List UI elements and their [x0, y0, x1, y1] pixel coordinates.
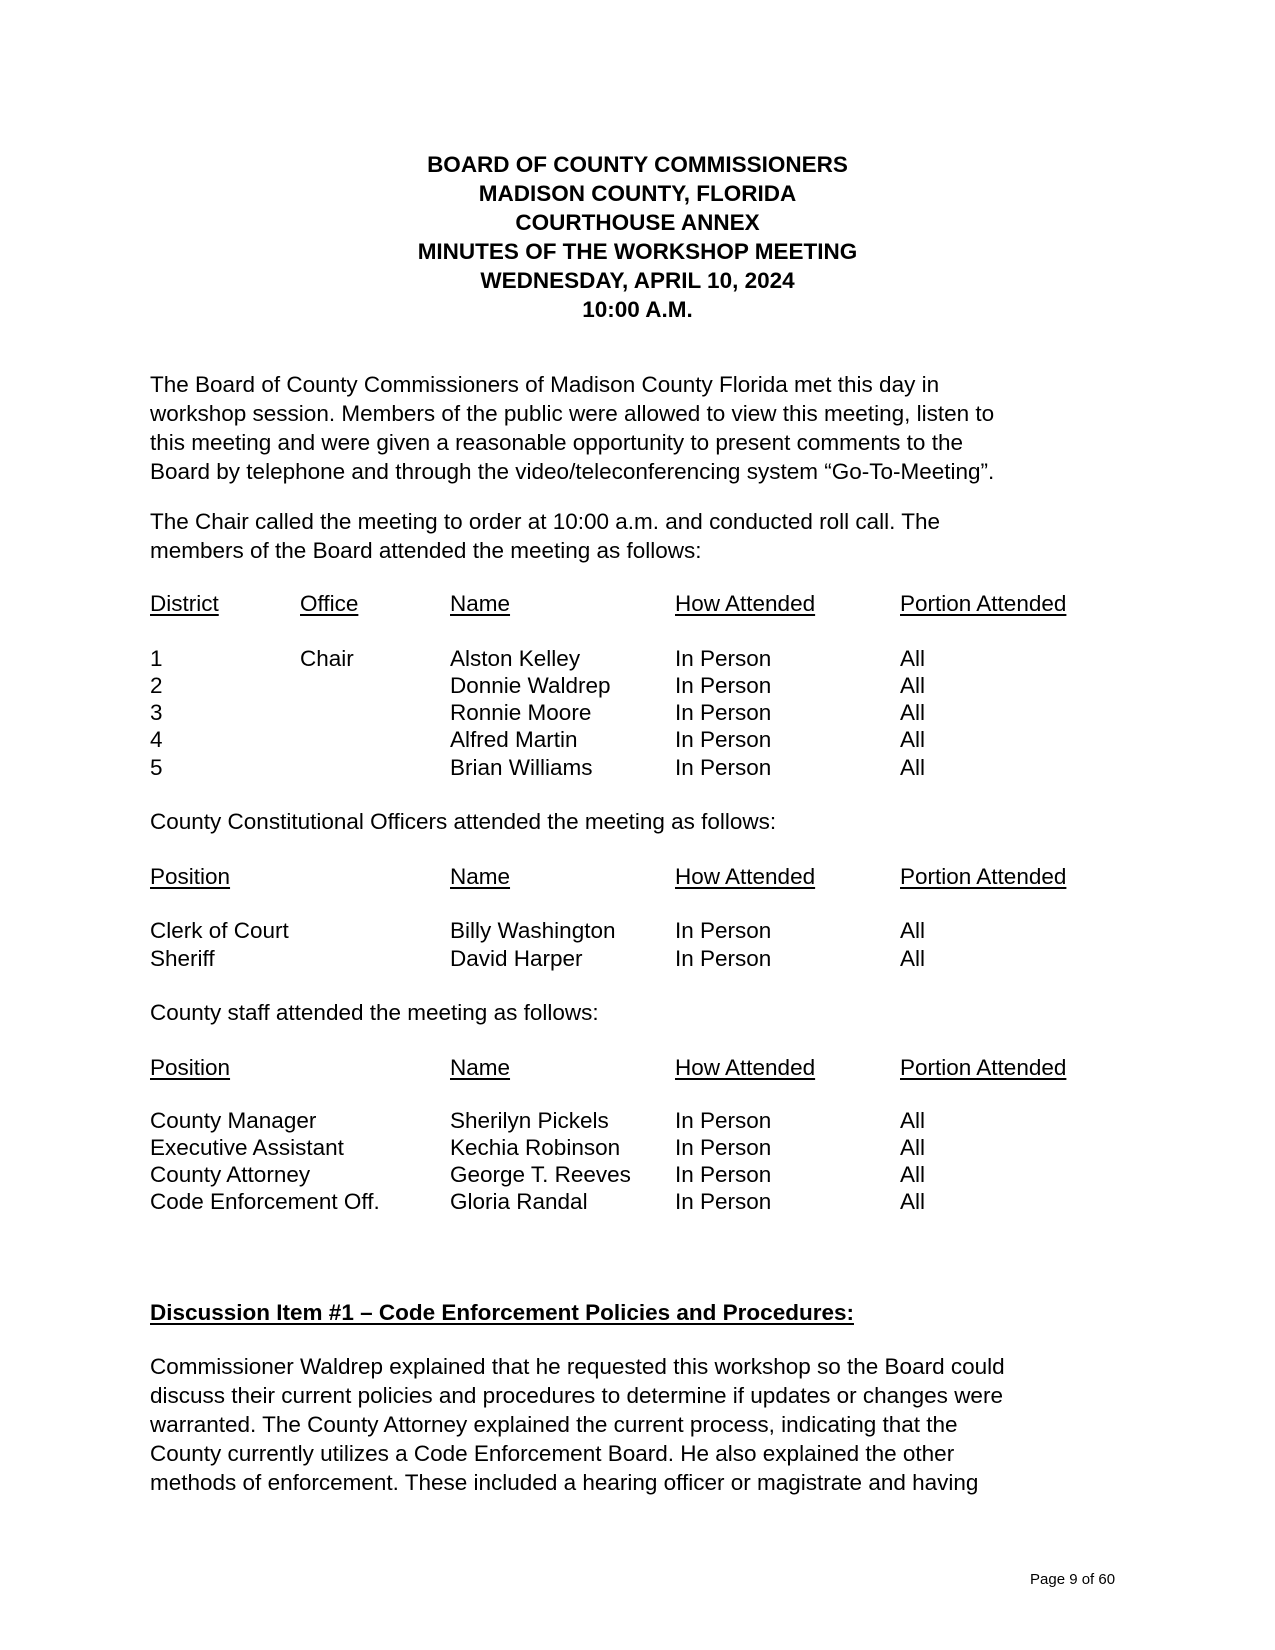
header-line-time: 10:00 A.M. [582, 297, 693, 322]
column-header-how-attended: How Attended [675, 591, 816, 616]
portion-attended-cell: All [900, 1162, 926, 1187]
position-cell: Executive Assistant [150, 1135, 344, 1160]
position-cell: Clerk of Court [150, 918, 289, 943]
column-header-portion-attended: Portion Attended [900, 591, 1067, 616]
name-cell: David Harper [450, 946, 583, 971]
column-header-how-attended: How Attended [675, 864, 816, 889]
discussion-line: methods of enforcement. These included a hearing officer or magistrate and having [150, 1470, 979, 1495]
name-cell: Kechia Robinson [450, 1135, 621, 1160]
intro-line: workshop session. Members of the public were allowed to view this meeting, listen to [150, 401, 995, 426]
column-header-position: Position [150, 864, 231, 889]
discussion-line: warranted. The County Attorney explained the current process, indicating that the [150, 1412, 958, 1437]
staff-intro: County staff attended the meeting as follows: [150, 1000, 599, 1025]
intro-paragraph [150, 370, 1120, 486]
discussion-line: discuss their current policies and procedures to determine if updates or changes were [150, 1383, 1003, 1408]
header-line-board: BOARD OF COUNTY COMMISSIONERS [427, 152, 848, 177]
how-attended-cell: In Person [675, 727, 772, 752]
table-row [150, 671, 1125, 700]
portion-attended-cell: All [900, 646, 926, 671]
name-cell: Billy Washington [450, 918, 616, 943]
discussion-heading: Discussion Item #1 – Code Enforcement Policies and Procedures: [150, 1300, 854, 1325]
table-row [150, 1160, 1125, 1189]
district-cell: 2 [150, 673, 163, 698]
officers-table-header [150, 862, 1125, 891]
position-cell: County Attorney [150, 1162, 311, 1187]
header-line-date: WEDNESDAY, APRIL 10, 2024 [480, 268, 795, 293]
district-cell: 1 [150, 646, 163, 671]
how-attended-cell: In Person [675, 918, 772, 943]
intro-line: Board by telephone and through the video/teleconferencing system “Go-To-Meeting”. [150, 459, 995, 484]
portion-attended-cell: All [900, 727, 926, 752]
portion-attended-cell: All [900, 700, 926, 725]
district-cell: 4 [150, 727, 163, 752]
table-row [150, 916, 1125, 945]
portion-attended-cell: All [900, 1108, 926, 1133]
header-line-location: COURTHOUSE ANNEX [515, 210, 760, 235]
table-row [150, 1106, 1125, 1135]
portion-attended-cell: All [900, 1189, 926, 1214]
page-number: Page 9 of 60 [1030, 1571, 1116, 1588]
office-cell: Chair [300, 646, 354, 671]
column-header-district: District [150, 591, 219, 616]
name-cell: Gloria Randal [450, 1189, 588, 1214]
table-row [150, 698, 1125, 727]
district-cell: 3 [150, 700, 163, 725]
how-attended-cell: In Person [675, 946, 772, 971]
name-cell: Donnie Waldrep [450, 673, 611, 698]
roll-call-line: The Chair called the meeting to order at 10:00 a.m. and conducted roll call. The [150, 509, 941, 534]
portion-attended-cell: All [900, 673, 926, 698]
how-attended-cell: In Person [675, 1189, 772, 1214]
district-cell: 5 [150, 755, 163, 780]
how-attended-cell: In Person [675, 646, 772, 671]
column-header-position: Position [150, 1055, 231, 1080]
board-table-header [150, 589, 1125, 618]
name-cell: Sherilyn Pickels [450, 1108, 609, 1133]
table-row [150, 753, 1125, 782]
table-row [150, 644, 1125, 673]
position-cell: County Manager [150, 1108, 317, 1133]
header-line-county: MADISON COUNTY, FLORIDA [478, 181, 797, 206]
officers-intro: County Constitutional Officers attended the meeting as follows: [150, 809, 777, 834]
column-header-name: Name [450, 1055, 511, 1080]
name-cell: Ronnie Moore [450, 700, 592, 725]
position-cell: Code Enforcement Off. [150, 1189, 380, 1214]
name-cell: Brian Williams [450, 755, 593, 780]
column-header-name: Name [450, 591, 511, 616]
column-header-portion-attended: Portion Attended [900, 864, 1067, 889]
discussion-paragraph [150, 1352, 1120, 1497]
staff-table-header [150, 1053, 1125, 1082]
how-attended-cell: In Person [675, 1108, 772, 1133]
roll-call-line: members of the Board attended the meeting as follows: [150, 538, 702, 563]
table-row [150, 1133, 1125, 1162]
name-cell: Alfred Martin [450, 727, 578, 752]
column-header-office: Office [300, 591, 359, 616]
how-attended-cell: In Person [675, 1135, 772, 1160]
discussion-line: Commissioner Waldrep explained that he requested this workshop so the Board could [150, 1354, 1005, 1379]
roll-call-paragraph [150, 507, 1120, 565]
how-attended-cell: In Person [675, 673, 772, 698]
portion-attended-cell: All [900, 918, 926, 943]
document-header [150, 150, 1125, 324]
column-header-name: Name [450, 864, 511, 889]
table-row [150, 1187, 1125, 1216]
position-cell: Sheriff [150, 946, 215, 971]
portion-attended-cell: All [900, 946, 926, 971]
portion-attended-cell: All [900, 1135, 926, 1160]
intro-line: The Board of County Commissioners of Madison County Florida met this day in [150, 372, 940, 397]
portion-attended-cell: All [900, 755, 926, 780]
name-cell: George T. Reeves [450, 1162, 631, 1187]
how-attended-cell: In Person [675, 700, 772, 725]
column-header-portion-attended: Portion Attended [900, 1055, 1067, 1080]
header-line-meeting-type: MINUTES OF THE WORKSHOP MEETING [417, 239, 858, 264]
table-row [150, 725, 1125, 754]
intro-line: this meeting and were given a reasonable opportunity to present comments to the [150, 430, 963, 455]
name-cell: Alston Kelley [450, 646, 581, 671]
column-header-how-attended: How Attended [675, 1055, 816, 1080]
how-attended-cell: In Person [675, 1162, 772, 1187]
discussion-line: County currently utilizes a Code Enforcement Board. He also explained the other [150, 1441, 955, 1466]
table-row [150, 944, 1125, 973]
how-attended-cell: In Person [675, 755, 772, 780]
